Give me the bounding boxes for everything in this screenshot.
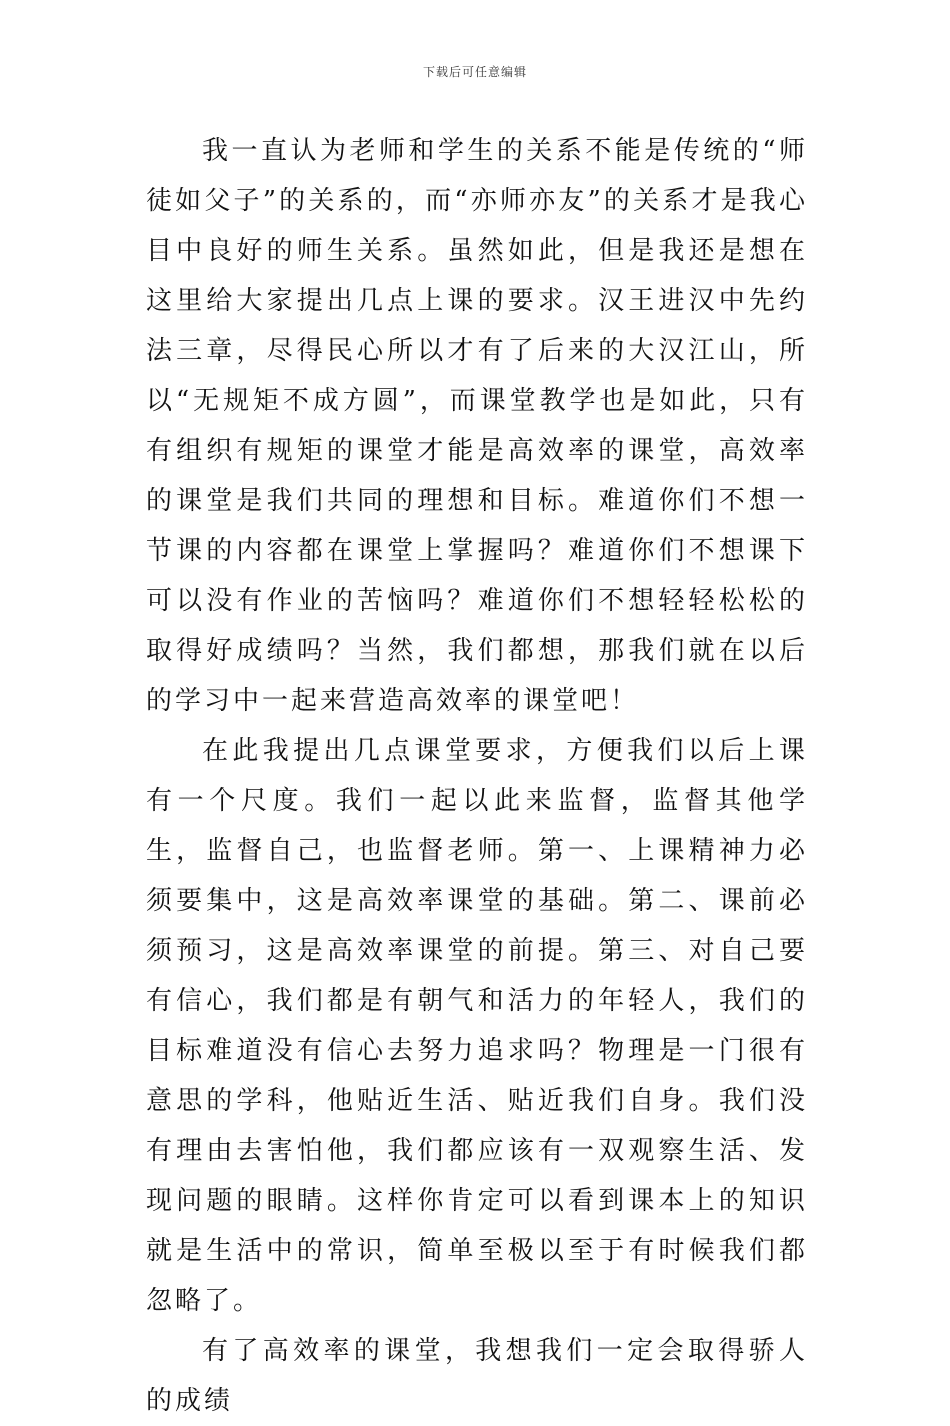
paragraph-2: 在此我提出几点课堂要求，方便我们以后上课有一个尺度。我们一起以此来监督，监督其他学生，监督自己，也监督老师。第一、上课精神力必须要集中，这是高效率课堂的基础。第二、课前必须预习，这是高效率课堂的前提。第三、对自己要有信心，我们都是有朝气和活力的年轻人，我们的目标难道没有信心去努力追求吗？物理是一门很有意思的学科，他贴近生活、贴近我们自身。我们没有理由去害怕他，我们都应该有一双观察生活、发现问题的眼睛。这样你肯定可以看到课本上的知识就是生活中的常识，简单至极以至于有时候我们都忽略了。 [146,736,808,1316]
paragraph-1: 我一直认为老师和学生的关系不能是传统的“师徒如父子”的关系的，而“亦师亦友”的关系才是我心目中良好的师生关系。虽然如此，但是我还是想在这里给大家提出几点上课的要求。汉王进汉中先约法三章，尽得民心所以才有了后来的大汉江山，所以“无规矩不成方圆”，而课堂教学也是如此，只有有组织有规矩的课堂才能是高效率的课堂，高效率的课堂是我们共同的理想和目标。难道你们不想一节课的内容都在课堂上掌握吗？难道你们不想课下可以没有作业的苦恼吗？难道你们不想轻轻松松的取得好成绩吗？当然，我们都想，那我们就在以后的学习中一起来营造高效率的课堂吧！ [146,136,808,716]
paragraph-3: 有了高效率的课堂，我想我们一定会取得骄人的成绩 [146,1336,808,1416]
header-note: 下载后可任意编辑 [422,65,527,79]
document-body [146,126,808,1426]
